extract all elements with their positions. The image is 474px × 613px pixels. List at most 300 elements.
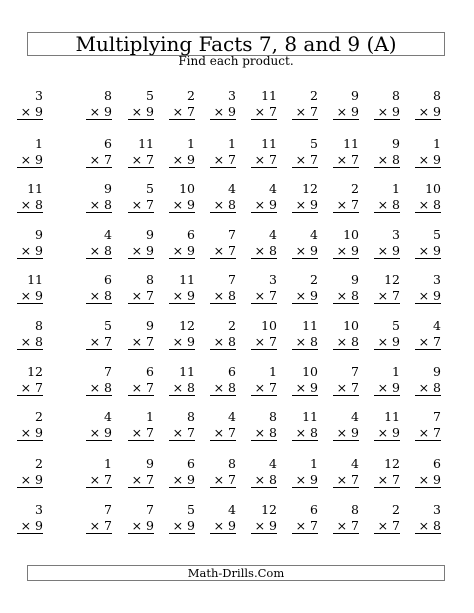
problem-7-6	[245, 364, 277, 396]
multiplicand: 7	[104, 364, 112, 379]
multiplicand: 5	[146, 181, 154, 196]
multiplier: × 8	[333, 288, 359, 304]
problem-6-10	[409, 318, 441, 350]
multiplicand: 3	[35, 502, 43, 517]
multiplicand: 11	[179, 272, 195, 287]
multiplicand: 4	[228, 409, 236, 424]
multiplicand: 11	[384, 409, 400, 424]
problem-4-5	[204, 227, 236, 259]
problem-9-6	[245, 456, 277, 488]
multiplicand: 5	[310, 136, 318, 151]
multiplier: × 8	[86, 197, 112, 213]
multiplier: × 8	[17, 197, 43, 213]
problem-4-2	[80, 227, 112, 259]
multiplier: × 7	[374, 472, 400, 488]
multiplicand: 4	[351, 456, 359, 471]
problem-5-9	[368, 272, 400, 304]
instructions: Find each product.	[178, 54, 294, 68]
multiplicand: 5	[146, 88, 154, 103]
multiplicand: 11	[261, 88, 277, 103]
problem-9-2	[80, 456, 112, 488]
multiplier: × 9	[17, 425, 43, 441]
problem-1-2	[80, 88, 112, 120]
multiplicand: 2	[310, 272, 318, 287]
multiplier: × 7	[374, 288, 400, 304]
multiplicand: 7	[228, 227, 236, 242]
multiplier: × 7	[86, 472, 112, 488]
multiplier: × 7	[128, 288, 154, 304]
multiplier: × 9	[415, 104, 441, 120]
problem-1-5	[204, 88, 236, 120]
multiplier: × 9	[292, 243, 318, 259]
multiplier: × 9	[292, 380, 318, 396]
problem-4-4	[163, 227, 195, 259]
problem-7-3	[122, 364, 154, 396]
multiplier: × 8	[415, 518, 441, 534]
multiplier: × 9	[128, 243, 154, 259]
multiplier: × 9	[169, 243, 195, 259]
multiplicand: 4	[269, 227, 277, 242]
multiplier: × 8	[210, 288, 236, 304]
problem-3-7	[286, 181, 318, 213]
problem-8-4	[163, 409, 195, 441]
multiplicand: 8	[228, 456, 236, 471]
multiplicand: 6	[104, 136, 112, 151]
multiplicand: 12	[384, 272, 400, 287]
multiplicand: 3	[228, 88, 236, 103]
problem-8-2	[80, 409, 112, 441]
problem-1-4	[163, 88, 195, 120]
multiplier: × 9	[17, 288, 43, 304]
problem-6-8	[327, 318, 359, 350]
multiplicand: 7	[228, 272, 236, 287]
multiplier: × 9	[169, 472, 195, 488]
page-title: Multiplying Facts 7, 8 and 9 (A)	[75, 32, 397, 56]
multiplicand: 6	[146, 364, 154, 379]
multiplier: × 8	[251, 425, 277, 441]
multiplier: × 7	[210, 152, 236, 168]
problem-6-6	[245, 318, 277, 350]
problem-5-4	[163, 272, 195, 304]
multiplicand: 3	[269, 272, 277, 287]
problem-10-2	[80, 502, 112, 534]
problem-1-9	[368, 88, 400, 120]
problem-3-8	[327, 181, 359, 213]
problem-9-3	[122, 456, 154, 488]
problem-4-6	[245, 227, 277, 259]
multiplier: × 9	[415, 243, 441, 259]
problem-10-5	[204, 502, 236, 534]
multiplier: × 9	[17, 243, 43, 259]
multiplicand: 12	[302, 181, 318, 196]
problem-9-10	[409, 456, 441, 488]
problem-6-7	[286, 318, 318, 350]
multiplier: × 7	[128, 425, 154, 441]
multiplicand: 6	[310, 502, 318, 517]
problem-10-6	[245, 502, 277, 534]
multiplier: × 7	[210, 425, 236, 441]
multiplicand: 9	[146, 456, 154, 471]
multiplier: × 7	[292, 152, 318, 168]
multiplier: × 7	[128, 380, 154, 396]
multiplier: × 8	[251, 243, 277, 259]
multiplicand: 11	[261, 136, 277, 151]
problem-4-3	[122, 227, 154, 259]
multiplier: × 9	[292, 472, 318, 488]
multiplicand: 8	[392, 88, 400, 103]
problem-5-2	[80, 272, 112, 304]
problem-8-9	[368, 409, 400, 441]
multiplier: × 9	[17, 518, 43, 534]
multiplier: × 9	[374, 243, 400, 259]
problem-2-3	[122, 136, 154, 168]
multiplier: × 7	[169, 104, 195, 120]
multiplier: × 8	[415, 197, 441, 213]
multiplicand: 12	[27, 364, 43, 379]
multiplier: × 7	[333, 152, 359, 168]
problem-6-1	[11, 318, 43, 350]
multiplicand: 10	[302, 364, 318, 379]
multiplicand: 1	[392, 364, 400, 379]
multiplicand: 10	[343, 227, 359, 242]
multiplier: × 7	[128, 334, 154, 350]
problem-8-1	[11, 409, 43, 441]
problem-7-10	[409, 364, 441, 396]
multiplier: × 8	[86, 288, 112, 304]
multiplier: × 8	[210, 197, 236, 213]
multiplicand: 10	[179, 181, 195, 196]
problem-2-4	[163, 136, 195, 168]
problem-9-9	[368, 456, 400, 488]
multiplier: × 9	[292, 197, 318, 213]
multiplicand: 2	[392, 502, 400, 517]
multiplicand: 6	[187, 456, 195, 471]
multiplicand: 1	[392, 181, 400, 196]
multiplier: × 7	[292, 104, 318, 120]
multiplier: × 9	[17, 472, 43, 488]
multiplier: × 7	[333, 518, 359, 534]
problem-5-7	[286, 272, 318, 304]
problem-5-10	[409, 272, 441, 304]
problem-3-3	[122, 181, 154, 213]
multiplicand: 1	[187, 136, 195, 151]
multiplicand: 2	[35, 409, 43, 424]
multiplicand: 4	[228, 502, 236, 517]
multiplicand: 4	[104, 227, 112, 242]
multiplicand: 7	[351, 364, 359, 379]
multiplier: × 9	[169, 152, 195, 168]
footer-brand: Math-Drills.Com	[187, 566, 285, 580]
problem-6-2	[80, 318, 112, 350]
multiplier: × 7	[251, 334, 277, 350]
problem-7-5	[204, 364, 236, 396]
multiplicand: 5	[392, 318, 400, 333]
problem-2-10	[409, 136, 441, 168]
problem-7-4	[163, 364, 195, 396]
multiplicand: 7	[433, 409, 441, 424]
multiplicand: 7	[146, 502, 154, 517]
multiplicand: 11	[179, 364, 195, 379]
multiplicand: 4	[228, 181, 236, 196]
problem-8-6	[245, 409, 277, 441]
multiplicand: 6	[433, 456, 441, 471]
multiplier: × 8	[292, 334, 318, 350]
problem-6-9	[368, 318, 400, 350]
multiplicand: 2	[35, 456, 43, 471]
problem-3-10	[409, 181, 441, 213]
multiplier: × 7	[415, 425, 441, 441]
multiplier: × 9	[415, 288, 441, 304]
multiplier: × 9	[374, 380, 400, 396]
multiplicand: 2	[310, 88, 318, 103]
multiplicand: 10	[425, 181, 441, 196]
multiplicand: 3	[392, 227, 400, 242]
multiplier: × 9	[210, 104, 236, 120]
problem-1-6	[245, 88, 277, 120]
problem-7-2	[80, 364, 112, 396]
multiplicand: 8	[104, 88, 112, 103]
problem-9-1	[11, 456, 43, 488]
multiplicand: 1	[228, 136, 236, 151]
multiplier: × 8	[374, 197, 400, 213]
multiplier: × 9	[169, 288, 195, 304]
multiplicand: 1	[146, 409, 154, 424]
multiplier: × 9	[86, 425, 112, 441]
multiplicand: 4	[351, 409, 359, 424]
multiplier: × 8	[333, 334, 359, 350]
multiplicand: 3	[433, 502, 441, 517]
multiplier: × 9	[251, 518, 277, 534]
multiplier: × 8	[292, 425, 318, 441]
problem-10-10	[409, 502, 441, 534]
multiplicand: 5	[104, 318, 112, 333]
problem-4-9	[368, 227, 400, 259]
multiplicand: 8	[433, 88, 441, 103]
multiplicand: 11	[343, 136, 359, 151]
multiplicand: 12	[179, 318, 195, 333]
multiplicand: 8	[146, 272, 154, 287]
problem-1-1	[11, 88, 43, 120]
multiplier: × 9	[333, 104, 359, 120]
multiplier: × 7	[86, 334, 112, 350]
problem-3-5	[204, 181, 236, 213]
multiplier: × 8	[210, 334, 236, 350]
problem-4-7	[286, 227, 318, 259]
multiplicand: 2	[228, 318, 236, 333]
multiplicand: 9	[351, 272, 359, 287]
multiplicand: 3	[433, 272, 441, 287]
problem-6-4	[163, 318, 195, 350]
multiplicand: 10	[261, 318, 277, 333]
multiplicand: 2	[351, 181, 359, 196]
multiplicand: 1	[433, 136, 441, 151]
multiplicand: 4	[104, 409, 112, 424]
multiplicand: 4	[310, 227, 318, 242]
problem-5-1	[11, 272, 43, 304]
problem-2-9	[368, 136, 400, 168]
problem-4-8	[327, 227, 359, 259]
problem-2-7	[286, 136, 318, 168]
multiplier: × 8	[86, 243, 112, 259]
multiplier: × 8	[251, 472, 277, 488]
multiplicand: 9	[104, 181, 112, 196]
multiplier: × 9	[210, 518, 236, 534]
multiplier: × 7	[17, 380, 43, 396]
multiplier: × 8	[415, 380, 441, 396]
problem-7-1	[11, 364, 43, 396]
problem-3-6	[245, 181, 277, 213]
problem-5-6	[245, 272, 277, 304]
problem-8-3	[122, 409, 154, 441]
multiplier: × 7	[292, 518, 318, 534]
multiplicand: 1	[269, 364, 277, 379]
multiplier: × 9	[86, 104, 112, 120]
multiplicand: 9	[351, 88, 359, 103]
multiplier: × 8	[17, 334, 43, 350]
multiplicand: 6	[187, 227, 195, 242]
multiplicand: 9	[146, 227, 154, 242]
multiplier: × 7	[128, 197, 154, 213]
multiplier: × 7	[333, 472, 359, 488]
multiplier: × 7	[86, 152, 112, 168]
problem-5-3	[122, 272, 154, 304]
problem-1-7	[286, 88, 318, 120]
multiplier: × 9	[169, 334, 195, 350]
problem-8-5	[204, 409, 236, 441]
multiplicand: 5	[187, 502, 195, 517]
multiplicand: 8	[351, 502, 359, 517]
multiplicand: 3	[35, 88, 43, 103]
problem-1-10	[409, 88, 441, 120]
problem-9-5	[204, 456, 236, 488]
multiplier: × 8	[210, 380, 236, 396]
multiplicand: 2	[187, 88, 195, 103]
multiplier: × 7	[251, 104, 277, 120]
problem-10-3	[122, 502, 154, 534]
problem-3-2	[80, 181, 112, 213]
multiplier: × 9	[333, 243, 359, 259]
multiplier: × 7	[251, 288, 277, 304]
multiplicand: 1	[35, 136, 43, 151]
multiplier: × 7	[86, 518, 112, 534]
multiplicand: 10	[343, 318, 359, 333]
multiplier: × 9	[333, 425, 359, 441]
multiplier: × 9	[415, 152, 441, 168]
multiplicand: 1	[104, 456, 112, 471]
multiplicand: 11	[302, 318, 318, 333]
multiplier: × 9	[251, 197, 277, 213]
multiplicand: 6	[104, 272, 112, 287]
problem-9-8	[327, 456, 359, 488]
problem-9-7	[286, 456, 318, 488]
problem-2-2	[80, 136, 112, 168]
multiplier: × 7	[251, 380, 277, 396]
multiplicand: 11	[138, 136, 154, 151]
multiplier: × 7	[333, 197, 359, 213]
problem-10-8	[327, 502, 359, 534]
problem-9-4	[163, 456, 195, 488]
problem-3-1	[11, 181, 43, 213]
multiplier: × 9	[17, 152, 43, 168]
multiplicand: 8	[269, 409, 277, 424]
problem-10-1	[11, 502, 43, 534]
problem-8-8	[327, 409, 359, 441]
multiplicand: 7	[104, 502, 112, 517]
problem-4-10	[409, 227, 441, 259]
problem-3-4	[163, 181, 195, 213]
problem-7-8	[327, 364, 359, 396]
multiplicand: 8	[187, 409, 195, 424]
problem-10-4	[163, 502, 195, 534]
problem-5-5	[204, 272, 236, 304]
multiplicand: 11	[27, 181, 43, 196]
problem-1-8	[327, 88, 359, 120]
multiplier: × 8	[169, 380, 195, 396]
problem-1-3	[122, 88, 154, 120]
multiplicand: 4	[269, 456, 277, 471]
multiplier: × 7	[128, 152, 154, 168]
multiplicand: 12	[384, 456, 400, 471]
multiplier: × 9	[374, 104, 400, 120]
problem-4-1	[11, 227, 43, 259]
multiplicand: 5	[433, 227, 441, 242]
problem-6-3	[122, 318, 154, 350]
multiplier: × 7	[169, 425, 195, 441]
multiplier: × 7	[374, 518, 400, 534]
multiplier: × 7	[415, 334, 441, 350]
multiplier: × 9	[415, 472, 441, 488]
multiplicand: 9	[35, 227, 43, 242]
problem-2-6	[245, 136, 277, 168]
multiplicand: 11	[302, 409, 318, 424]
problem-2-8	[327, 136, 359, 168]
multiplier: × 9	[17, 104, 43, 120]
problem-6-5	[204, 318, 236, 350]
multiplicand: 9	[392, 136, 400, 151]
multiplier: × 9	[292, 288, 318, 304]
multiplier: × 7	[333, 380, 359, 396]
problem-7-7	[286, 364, 318, 396]
multiplicand: 9	[146, 318, 154, 333]
multiplier: × 7	[210, 243, 236, 259]
problem-10-7	[286, 502, 318, 534]
multiplier: × 9	[169, 518, 195, 534]
multiplier: × 7	[128, 472, 154, 488]
multiplicand: 1	[310, 456, 318, 471]
multiplier: × 8	[374, 152, 400, 168]
multiplier: × 9	[169, 197, 195, 213]
multiplier: × 7	[251, 152, 277, 168]
multiplicand: 6	[228, 364, 236, 379]
problem-7-9	[368, 364, 400, 396]
multiplier: × 9	[374, 334, 400, 350]
multiplicand: 4	[433, 318, 441, 333]
multiplier: × 9	[128, 104, 154, 120]
multiplicand: 12	[261, 502, 277, 517]
multiplier: × 7	[210, 472, 236, 488]
problem-8-10	[409, 409, 441, 441]
multiplier: × 9	[374, 425, 400, 441]
multiplicand: 11	[27, 272, 43, 287]
problem-5-8	[327, 272, 359, 304]
problem-8-7	[286, 409, 318, 441]
problem-10-9	[368, 502, 400, 534]
multiplicand: 4	[269, 181, 277, 196]
multiplicand: 8	[35, 318, 43, 333]
problem-2-1	[11, 136, 43, 168]
multiplier: × 9	[128, 518, 154, 534]
multiplier: × 8	[86, 380, 112, 396]
